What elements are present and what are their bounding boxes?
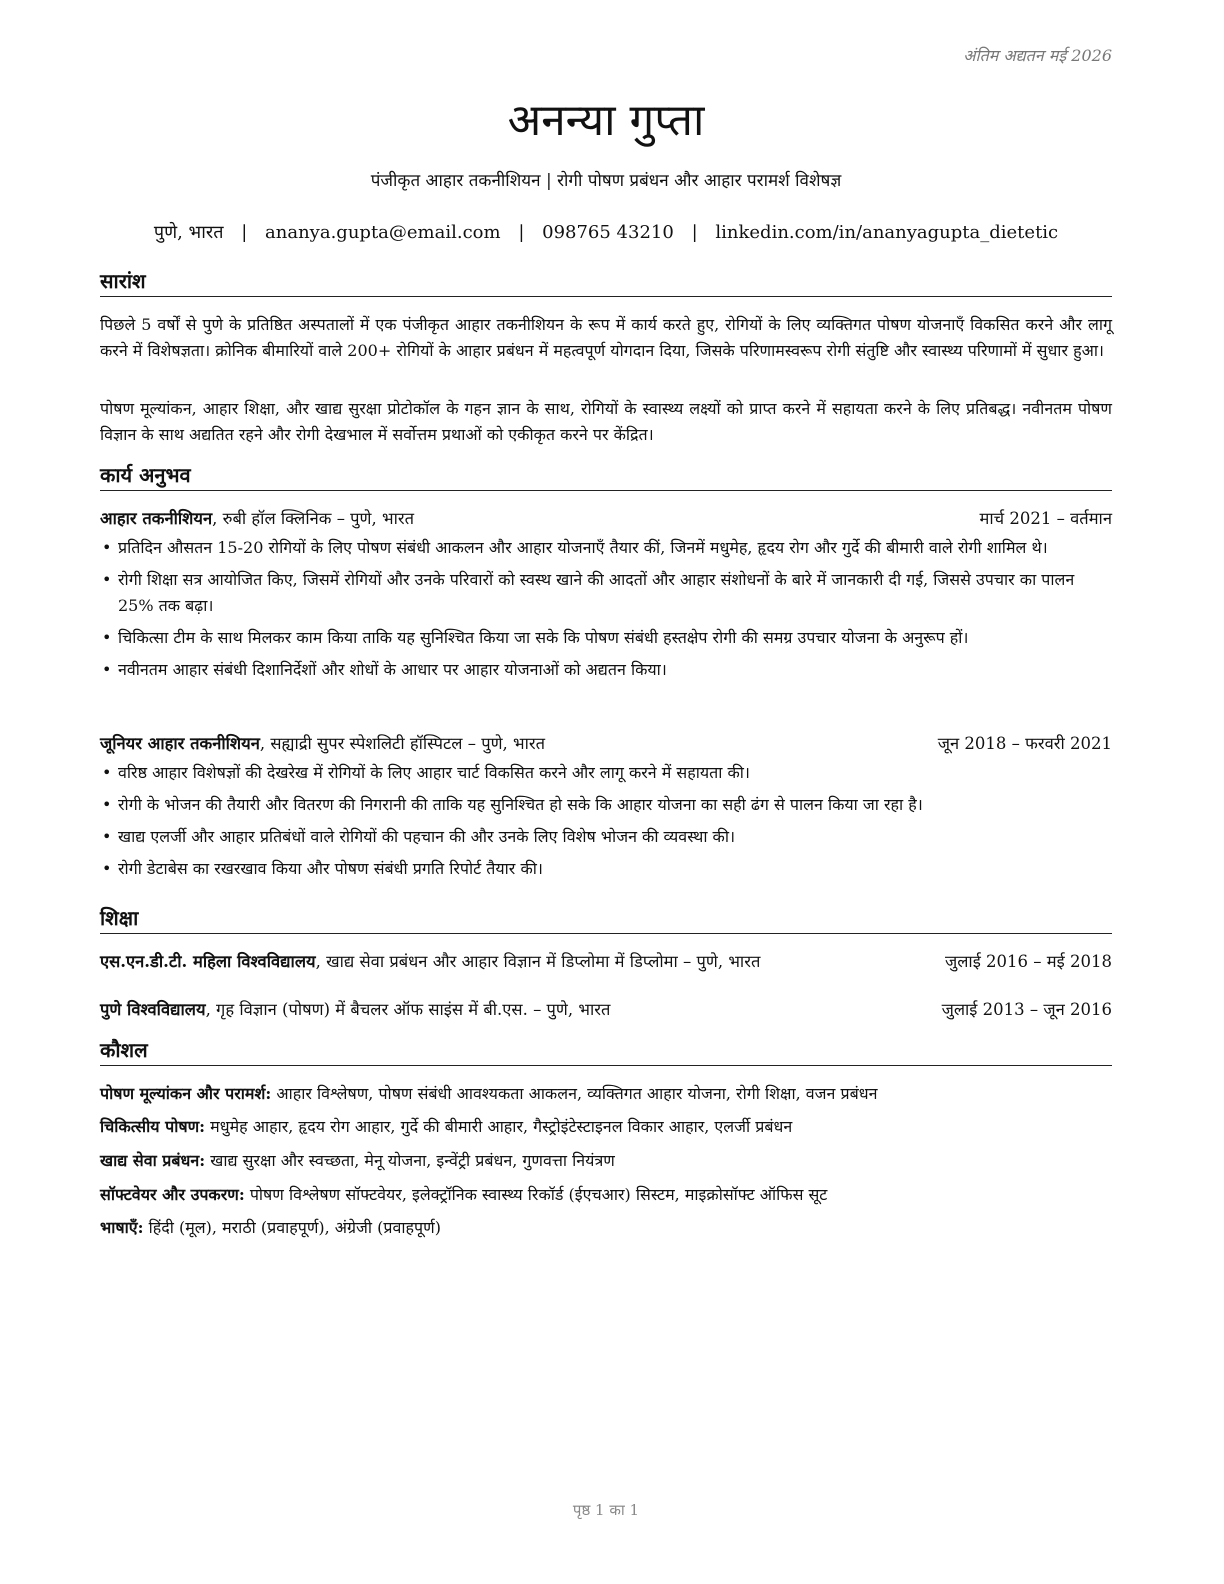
bullet-text: रोगी शिक्षा सत्र आयोजित किए, जिसमें रोगियों और उनके परिवारों को स्वस्थ खाने की आदतों और आहार संशोधनों के बारे में जानकारी दी गई, जिससे उपचार का पालन 25% तक बढ़ा। [118,570,1075,615]
list-item [100,535,1112,561]
bullet-icon: • [102,538,112,557]
skill-label: पोषण मूल्यांकन और परामर्श: [100,1084,272,1103]
school-name: पुणे विश्वविद्यालय [100,1000,206,1019]
list-item [100,657,1112,683]
bullet-icon: • [102,763,112,782]
bullet-text: खाद्य एलर्जी और आहार प्रतिबंधों वाले रोगियों की पहचान की और उनके लिए विशेष भोजन की व्यवस्था की। [118,827,736,846]
job-role: आहार तकनीशियन [100,509,213,528]
summary-paragraph: पोषण मूल्यांकन, आहार शिक्षा, और खाद्य सुरक्षा प्रोटोकॉल के गहन ज्ञान के साथ, रोगियों के स्वास्थ्य लक्ष्यों को प्राप्त करने में सहायता करने के लिए प्रतिबद्ध। नवीनतम पोषण विज्ञान के साथ अद्यतित रहने और रोगी देखभाल में सर्वोत्तम प्रथाओं को एकीकृत करने पर केंद्रित। [100,399,1112,444]
skill-label: खाद्य सेवा प्रबंधन: [100,1151,206,1170]
list-item [100,792,1112,818]
bullet-text: नवीनतम आहार संबंधी दिशानिर्देशों और शोधों के आधार पर आहार योजनाओं को अद्यतन किया। [118,660,667,679]
skill-row [100,1215,1112,1241]
bullet-text: प्रतिदिन औसतन 15-20 रोगियों के लिए पोषण संबंधी आकलन और आहार योजनाएँ तैयार कीं, जिनमें मधुमेह, हृदय रोग और गुर्दे की बीमारी वाले रोगी शामिल थे। [118,538,1048,557]
skill-label: सॉफ्टवेयर और उपकरण: [100,1185,245,1204]
list-item [100,824,1112,850]
location: पुणे, भारत [153,222,224,243]
education-line [100,998,610,1022]
job-title-line [100,507,414,531]
education-dates: जुलाई 2016 – मई 2018 [945,952,1112,971]
school-name: एस.एन.डी.टी. महिला विश्वविद्यालय [100,952,316,971]
linkedin-link[interactable]: linkedin.com/in/ananyagupta_dietetic [715,222,1059,243]
bullet-text: रोगी डेटाबेस का रखरखाव किया और पोषण संबंधी प्रगति रिपोर्ट तैयार की। [118,859,543,878]
email-link[interactable]: ananya.gupta@email.com [265,222,501,243]
tagline: पंजीकृत आहार तकनीशियन | रोगी पोषण प्रबंधन और आहार परामर्श विशेषज्ञ [370,171,842,191]
skill-value: मधुमेह आहार, हृदय रोग आहार, गुर्दे की बीमारी आहार, गैस्ट्रोइंटेस्टाइनल विकार आहार, एलर्जी प्रबंधन [205,1117,793,1136]
resume-page [100,0,1112,1584]
education-line [100,950,760,974]
skill-row [100,1148,1112,1174]
bullet-text: चिकित्सा टीम के साथ मिलकर काम किया ताकि यह सुनिश्चित किया जा सके कि पोषण संबंधी हस्तक्षेप रोगी की समग्र उपचार योजना के अनुरूप हों। [118,628,969,647]
job-header [100,507,1112,531]
skill-value: खाद्य सुरक्षा और स्वच्छता, मेनू योजना, इन्वेंट्री प्रबंधन, गुणवत्ता नियंत्रण [205,1151,615,1170]
education-row [100,950,1112,974]
section-title-experience: कार्य अनुभव [100,462,1112,491]
job-bullets [100,535,1112,689]
candidate-name: अनन्या गुप्ता [507,95,705,146]
degree-detail: , खाद्य सेवा प्रबंधन और आहार विज्ञान में डिप्लोमा में डिप्लोमा – पुणे, भारत [315,952,761,971]
section-title-education: शिक्षा [100,905,1112,934]
degree-detail: , गृह विज्ञान (पोषण) में बैचलर ऑफ साइंस में बी.एस. – पुणे, भारत [205,1000,611,1019]
phone: 098765 43210 [542,222,674,243]
skill-value: हिंदी (मूल), मराठी (प्रवाहपूर्ण), अंग्रेजी (प्रवाहपूर्ण) [143,1218,441,1237]
bullet-icon: • [102,859,112,878]
bullet-text: रोगी के भोजन की तैयारी और वितरण की निगरानी की ताकि यह सुनिश्चित हो सके कि आहार योजना का सही ढंग से पालन किया जा रहा है। [118,795,923,814]
skill-row [100,1081,1112,1107]
skill-value: पोषण विश्लेषण सॉफ्टवेयर, इलेक्ट्रॉनिक स्वास्थ्य रिकॉर्ड (ईएचआर) सिस्टम, माइक्रोसॉफ्ट ऑफिस सूट [244,1185,828,1204]
skill-row [100,1182,1112,1208]
summary-paragraph: पिछले 5 वर्षों से पुणे के प्रतिष्ठित अस्पतालों में एक पंजीकृत आहार तकनीशियन के रूप में कार्य करते हुए, रोगियों के लिए व्यक्तिगत पोषण योजनाएँ विकसित करने और लागू करने में विशेषज्ञता। क्रोनिक बीमारियों वाले 200+ रोगियों के आहार प्रबंधन में महत्वपूर्ण योगदान दिया, जिसके परिणामस्वरूप रोगी संतुष्टि और स्वास्थ्य परिणामों में सुधार हुआ। [100,315,1112,360]
skill-value: आहार विश्लेषण, पोषण संबंधी आवश्यकता आकलन, व्यक्तिगत आहार योजना, रोगी शिक्षा, वजन प्रबंधन [271,1084,878,1103]
bullet-icon: • [102,795,112,814]
list-item [100,625,1112,651]
education-row [100,998,1112,1022]
skill-label: चिकित्सीय पोषण: [100,1117,206,1136]
job-header [100,732,1112,756]
job-role: जूनियर आहार तकनीशियन [100,734,260,753]
bullet-text: वरिष्ठ आहार विशेषज्ञों की देखरेख में रोगियों के लिए आहार चार्ट विकसित करने और लागू करने में सहायता की। [118,763,750,782]
bullet-icon: • [102,628,112,647]
last-updated: अंतिम अद्यतन मई 2026 [963,46,1112,65]
skill-label: भाषाएँ: [100,1218,144,1237]
separator: | [241,222,248,243]
bullet-icon: • [102,570,112,589]
list-item [100,856,1112,882]
page-number: पृष्ठ 1 का 1 [572,1501,640,1519]
bullet-icon: • [102,827,112,846]
separator: | [691,222,698,243]
bullet-icon: • [102,660,112,679]
job-org: , रुबी हॉल क्लिनिक – पुणे, भारत [212,509,415,528]
separator: | [518,222,525,243]
job-dates: मार्च 2021 – वर्तमान [979,509,1112,528]
job-dates: जून 2018 – फरवरी 2021 [937,734,1112,753]
section-title-summary: सारांश [100,268,1112,297]
skill-row [100,1114,1112,1140]
contact-line [100,220,1112,244]
list-item [100,760,1112,786]
job-org: , सह्याद्री सुपर स्पेशलिटी हॉस्पिटल – पुणे, भारत [259,734,546,753]
list-item [100,567,1112,619]
job-title-line [100,732,545,756]
section-title-skills: कौशल [100,1037,1112,1066]
job-bullets [100,760,1112,888]
education-dates: जुलाई 2013 – जून 2016 [941,1000,1112,1019]
